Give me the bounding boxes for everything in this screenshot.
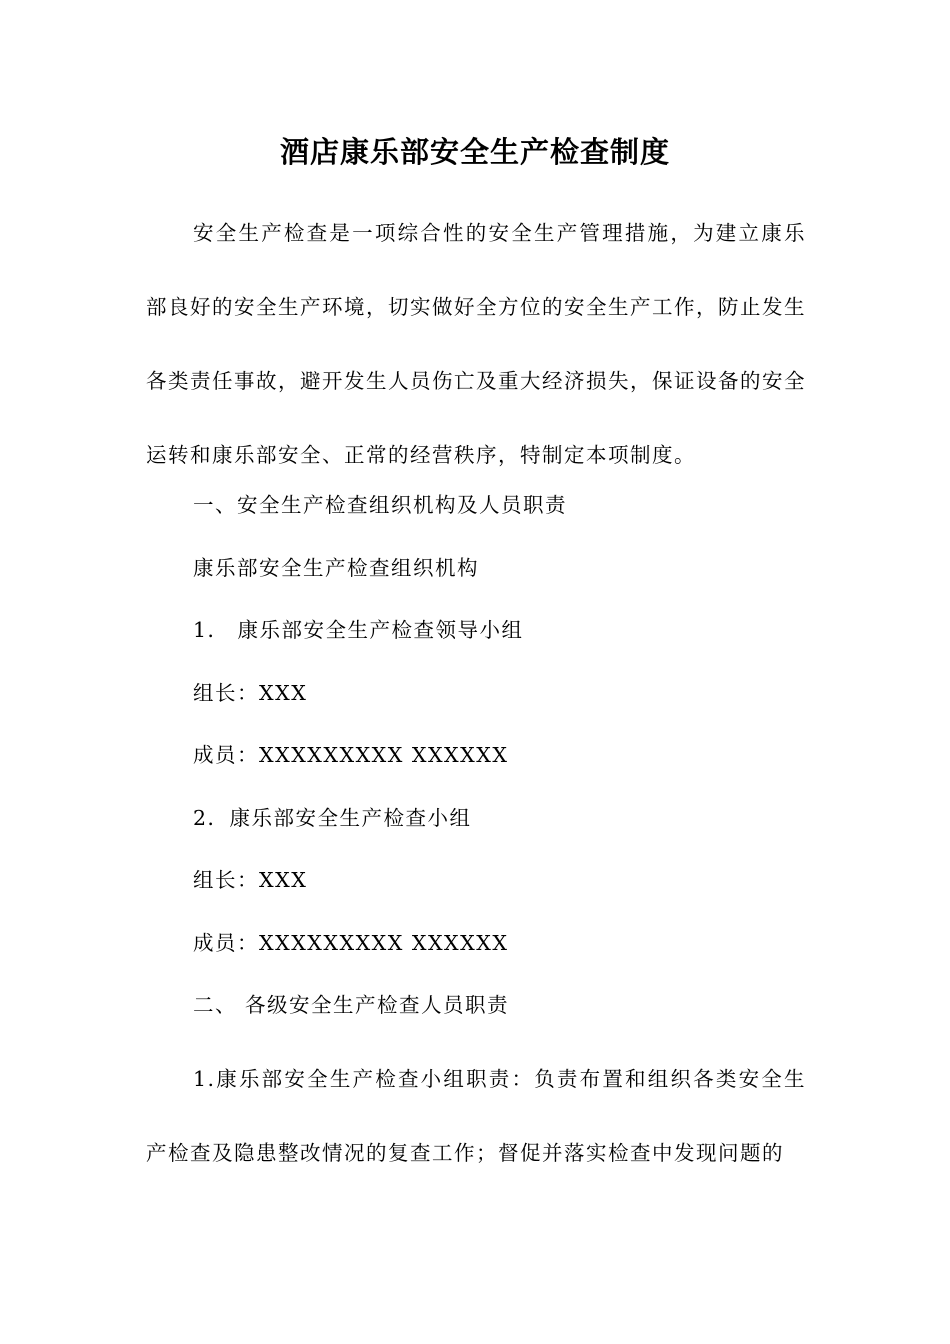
section1-heading: 一、安全生产检查组织机构及人员职责 (193, 493, 567, 517)
intro-paragraph: 安全生产检查是一项综合性的安全生产管理措施，为建立康乐部良好的安全生产环境，切实做好全方位的安全生产工作，防止发生各类责任事故，避开发生人员伤亡及重大经济损失，保证设备的安全运转和康乐部安全、正常的经营秩序，特制定本项制度。 (146, 221, 806, 467)
group1-leader: 组长：XXX (193, 681, 308, 705)
document-title: 酒店康乐部安全生产检查制度 (279, 135, 670, 169)
section2-heading: 二、 各级安全生产检查人员职责 (193, 993, 510, 1017)
group1-members: 成员：XXXXXXXXX XXXXXX (193, 743, 509, 767)
group1-title: 1． 康乐部安全生产检查领导小组 (193, 618, 524, 642)
org-heading: 康乐部安全生产检查组织机构 (193, 556, 479, 580)
group2-title: 2．康乐部安全生产检查小组 (193, 806, 472, 830)
duty-paragraph: 1.康乐部安全生产检查小组职责：负责布置和组织各类安全生产检查及隐患整改情况的复查工作；督促并落实检查中发现问题的 (146, 1067, 806, 1165)
group2-members: 成员：XXXXXXXXX XXXXXX (193, 931, 509, 955)
group2-leader: 组长：XXX (193, 868, 308, 892)
